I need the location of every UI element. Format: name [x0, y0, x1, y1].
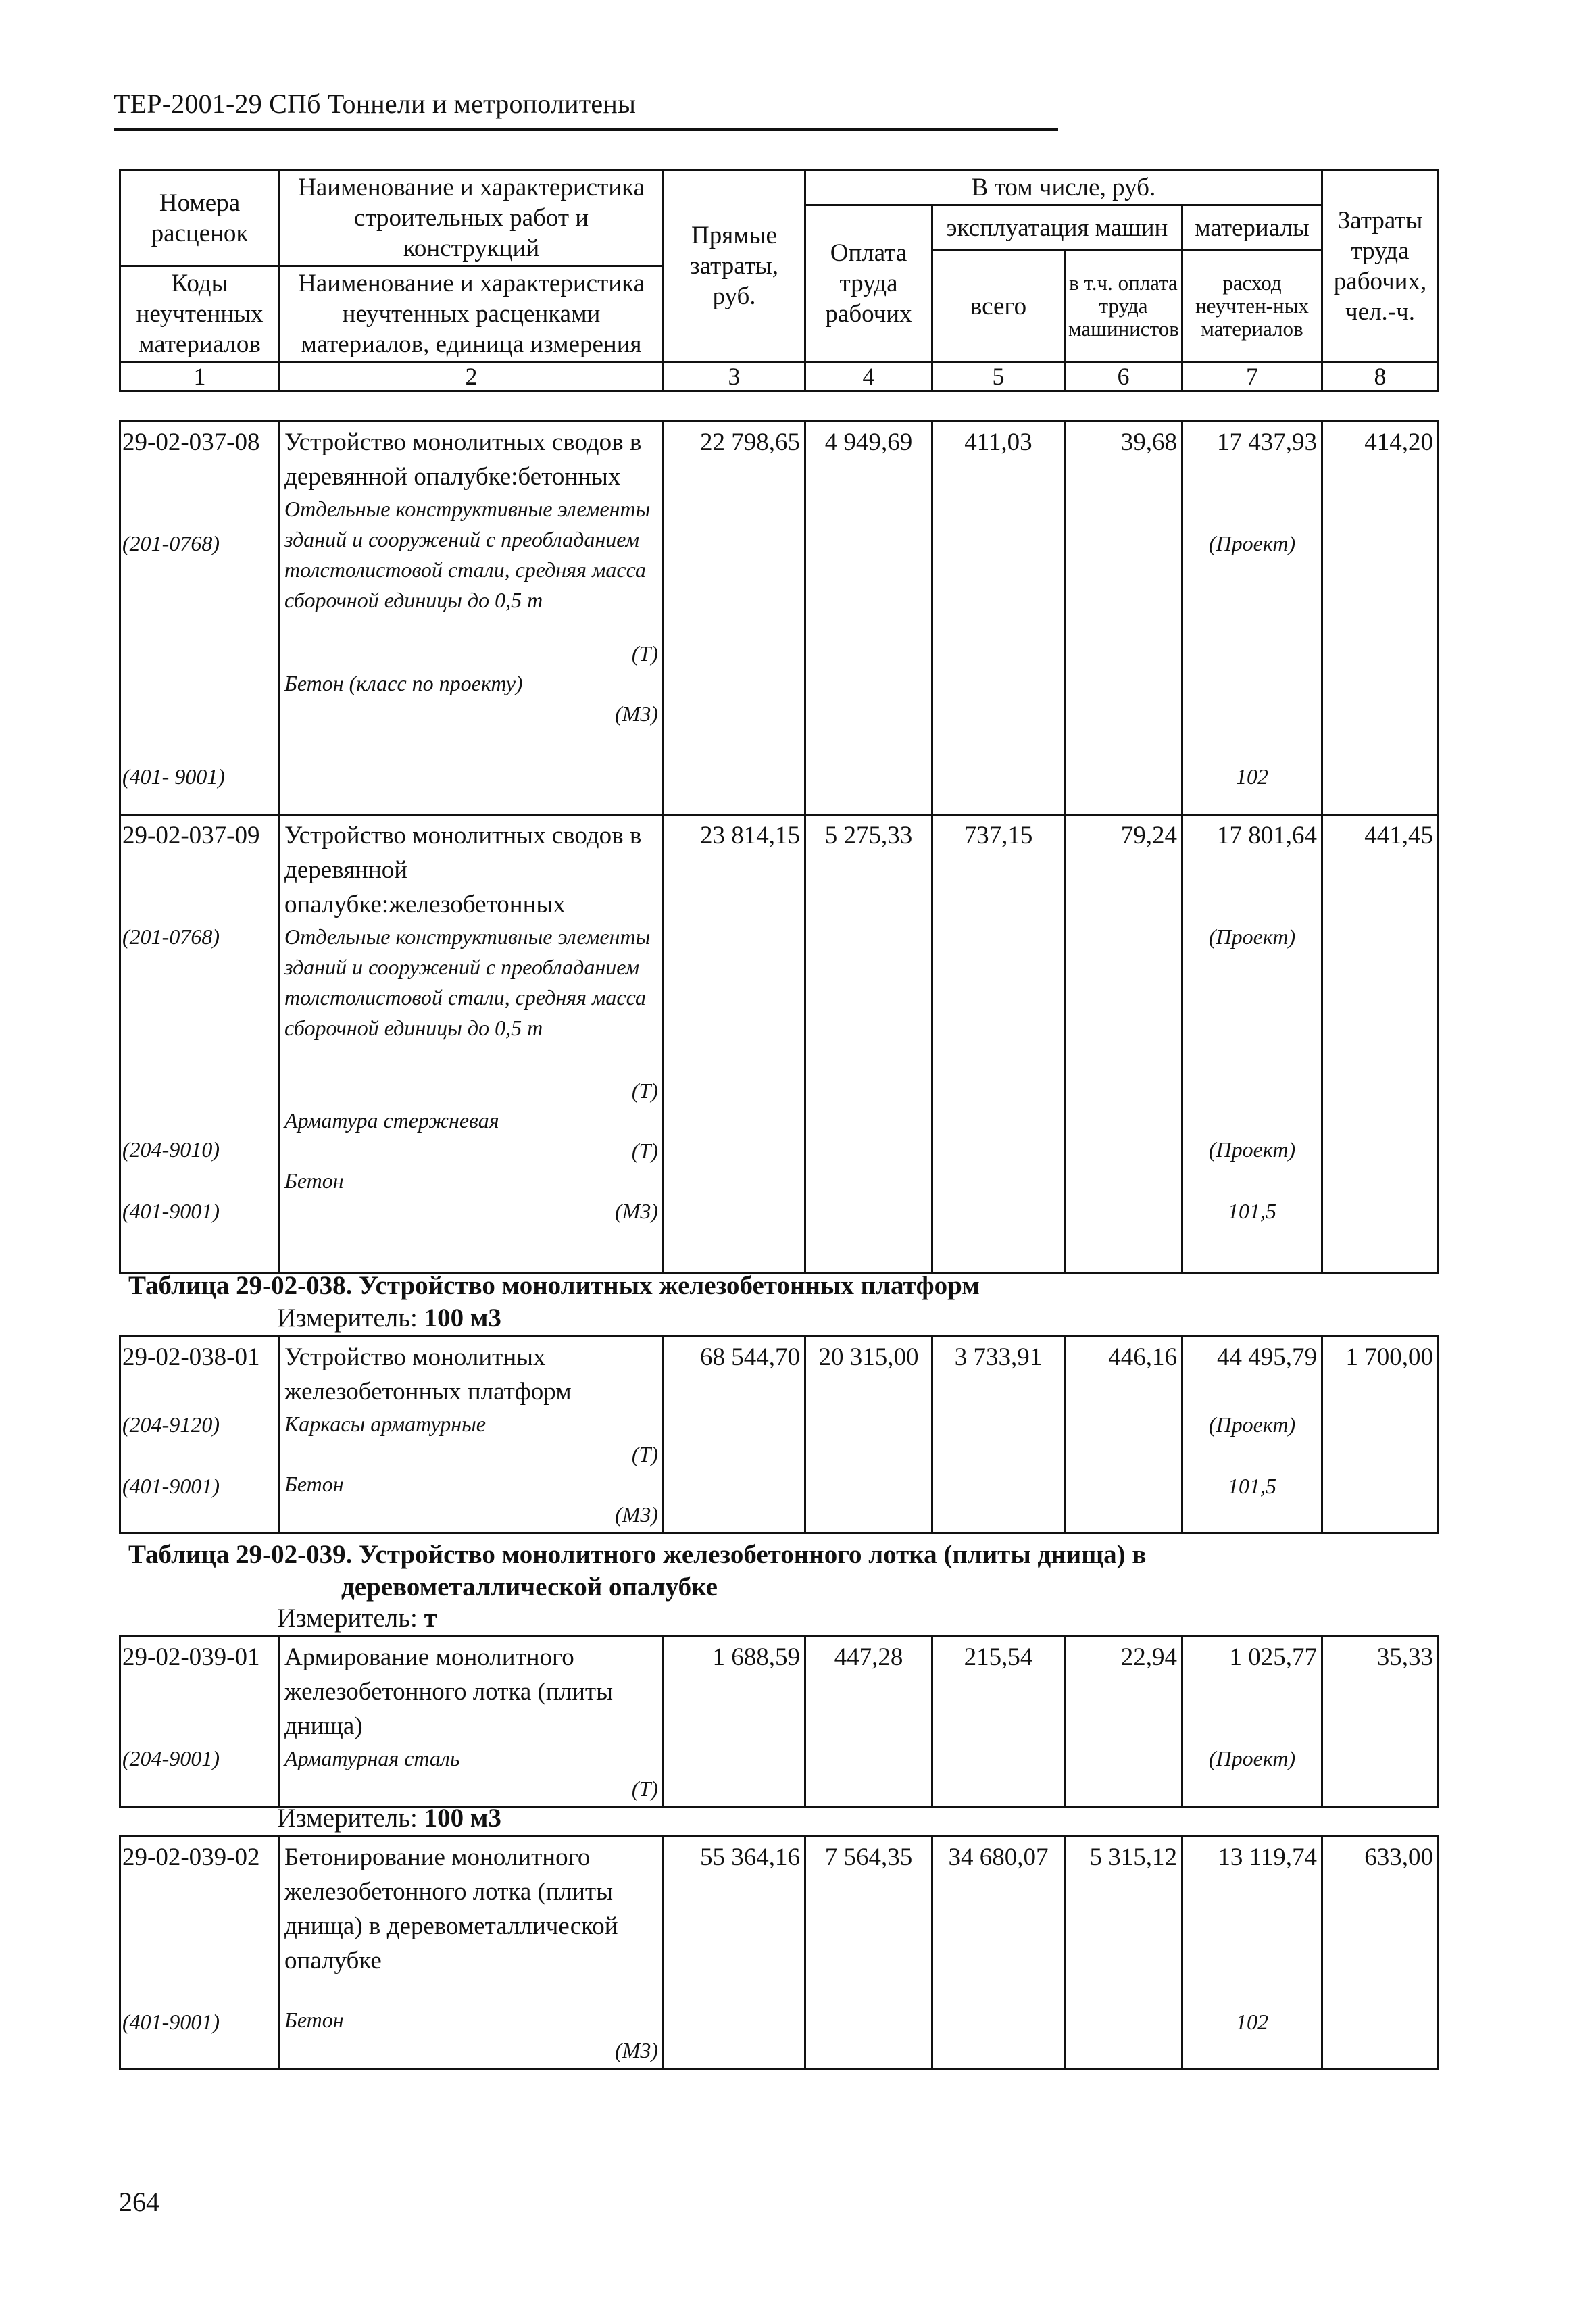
header-col-number: 1 — [120, 362, 280, 391]
rate-code-cell — [120, 1337, 280, 1533]
labor-pay: 4 949,69 — [805, 422, 932, 815]
measure-label: Измеритель: — [277, 1804, 418, 1833]
measure-039-02 — [277, 1803, 501, 1833]
rate-name-cell — [280, 1337, 664, 1533]
material-unit: (Т) — [631, 1777, 658, 1801]
header-col-number: 6 — [1065, 362, 1182, 391]
machinists-pay: 22,94 — [1065, 1637, 1182, 1808]
material-name: Отдельные конструктивные элементы зданий и сооружений с преобладанием толстолистовой стали, средняя масса сборочной единицы до 0,5 т — [284, 497, 651, 612]
rate-name: Армирование монолитного железобетонного лотка (плиты днища) — [284, 1643, 613, 1740]
measure-038 — [277, 1303, 501, 1333]
materials-cost: 44 495,79 — [1217, 1343, 1317, 1371]
machinists-pay: 5 315,12 — [1065, 1837, 1182, 2069]
rate-code: 29-02-039-02 — [122, 1843, 260, 1871]
measure-label: Измеритель: — [277, 1304, 418, 1333]
material-code: (204-9120) — [122, 1412, 220, 1437]
rate-name-cell — [280, 1637, 664, 1808]
measure-value: 100 м3 — [424, 1304, 501, 1333]
machinists-pay: 79,24 — [1065, 815, 1182, 1273]
rate-name-cell — [280, 1837, 664, 2069]
header-work-name: Наименование и характеристика строительных работ и конструкций — [280, 170, 664, 266]
header-direct-costs: Прямые затраты, руб. — [664, 170, 805, 362]
labor-hours: 1 700,00 — [1322, 1337, 1439, 1533]
material-consumption: (Проект) — [1208, 1746, 1296, 1770]
rate-row — [120, 1337, 1439, 1533]
table-title-039-line2: деревометаллической опалубке — [341, 1572, 718, 1602]
header-col-number: 4 — [805, 362, 932, 391]
machines-total: 3 733,91 — [932, 1337, 1065, 1533]
rate-code-cell — [120, 1637, 280, 1808]
material-code: (204-9001) — [122, 1746, 220, 1770]
header-materials-consumption: расход неучтен-ных материалов — [1182, 251, 1322, 362]
materials-cost: 1 025,77 — [1229, 1643, 1317, 1671]
header-machines-group: эксплуатация машин — [932, 205, 1182, 251]
rate-row — [120, 815, 1439, 1273]
header-including-group: В том числе, руб. — [805, 170, 1322, 205]
material-code: (201-0768) — [122, 531, 220, 555]
material-name: Бетон — [284, 1168, 344, 1193]
labor-pay: 447,28 — [805, 1637, 932, 1808]
measure-value: т — [424, 1604, 437, 1633]
direct-costs: 68 544,70 — [664, 1337, 805, 1533]
direct-costs: 1 688,59 — [664, 1637, 805, 1808]
measure-value: 100 м3 — [424, 1804, 501, 1833]
rate-name: Бетонирование монолитного железобетонного лотка (плиты днища) в деревометаллической опалубке — [284, 1843, 618, 1975]
material-code: (401-9001) — [122, 2010, 220, 2034]
rates-table-039-02 — [119, 1835, 1439, 2070]
measure-039-01 — [277, 1603, 437, 1633]
header-labor-pay: Оплата труда рабочих — [805, 205, 932, 362]
material-consumption: 102 — [1236, 2010, 1268, 2034]
header-materials-group: материалы — [1182, 205, 1322, 251]
column-header-table — [119, 169, 1439, 392]
material-consumption: (Проект) — [1208, 531, 1296, 555]
header-col-number: 2 — [280, 362, 664, 391]
table-title-038: Таблица 29-02-038. Устройство монолитных железобетонных платформ — [128, 1271, 980, 1300]
labor-pay: 7 564,35 — [805, 1837, 932, 2069]
material-code: (401- 9001) — [122, 764, 225, 789]
materials-cell — [1182, 1837, 1322, 2069]
material-name: Арматура стержневая — [284, 1108, 499, 1133]
materials-cost: 17 437,93 — [1217, 428, 1317, 456]
header-rate-numbers: Номера расценок — [120, 170, 280, 266]
rates-table-037 — [119, 420, 1439, 1274]
material-unit: (Т) — [631, 1139, 658, 1163]
rate-code: 29-02-037-08 — [122, 428, 260, 456]
material-unit: (Т) — [631, 641, 658, 666]
rate-name-cell — [280, 422, 664, 815]
materials-cell — [1182, 1637, 1322, 1808]
rate-code-cell — [120, 422, 280, 815]
materials-cell — [1182, 815, 1322, 1273]
header-rule — [114, 128, 1058, 131]
labor-hours: 35,33 — [1322, 1637, 1439, 1808]
running-header: ТЕР-2001-29 СПб Тоннели и метрополитены — [114, 89, 637, 119]
material-name: Бетон — [284, 1472, 344, 1496]
material-consumption: 101,5 — [1228, 1199, 1276, 1223]
rate-row — [120, 422, 1439, 815]
labor-pay: 5 275,33 — [805, 815, 932, 1273]
material-unit: (М3) — [615, 1199, 658, 1223]
material-consumption: (Проект) — [1208, 924, 1296, 949]
materials-cell — [1182, 422, 1322, 815]
material-unit: (М3) — [615, 2038, 658, 2062]
measure-label: Измеритель: — [277, 1604, 418, 1633]
material-unit: (Т) — [631, 1442, 658, 1466]
rate-row — [120, 1637, 1439, 1808]
material-unit: (Т) — [631, 1078, 658, 1103]
header-material-codes: Коды неучтенных материалов — [120, 266, 280, 362]
material-name: Бетон (класс по проекту) — [284, 671, 523, 695]
labor-hours: 441,45 — [1322, 815, 1439, 1273]
machinists-pay: 446,16 — [1065, 1337, 1182, 1533]
rate-code-cell — [120, 815, 280, 1273]
material-consumption: 102 — [1236, 764, 1268, 789]
material-code: (204-9010) — [122, 1137, 220, 1162]
rates-table-039-01 — [119, 1635, 1439, 1808]
material-code: (201-0768) — [122, 924, 220, 949]
machines-total: 34 680,07 — [932, 1837, 1065, 2069]
rate-name: Устройство монолитных сводов в деревянной опалубке:бетонных — [284, 428, 642, 491]
header-machinists-pay: в т.ч. оплата труда машинистов — [1065, 251, 1182, 362]
machinists-pay: 39,68 — [1065, 422, 1182, 815]
machines-total: 737,15 — [932, 815, 1065, 1273]
rate-code-cell — [120, 1837, 280, 2069]
material-name: Отдельные конструктивные элементы зданий и сооружений с преобладанием толстолистовой стали, средняя масса сборочной единицы до 0,5 т — [284, 924, 651, 1040]
machines-total: 215,54 — [932, 1637, 1065, 1808]
rate-name: Устройство монолитных железобетонных платформ — [284, 1343, 572, 1406]
material-name: Арматурная сталь — [284, 1746, 460, 1770]
rate-code: 29-02-038-01 — [122, 1343, 260, 1371]
header-labor-hours: Затраты труда рабочих, чел.-ч. — [1322, 170, 1439, 362]
header-col-number: 8 — [1322, 362, 1439, 391]
header-col-number: 7 — [1182, 362, 1322, 391]
material-unit: (М3) — [615, 1502, 658, 1527]
header-machines-total: всего — [932, 251, 1065, 362]
labor-hours: 414,20 — [1322, 422, 1439, 815]
material-unit: (М3) — [615, 701, 658, 726]
material-name: Каркасы арматурные — [284, 1412, 486, 1436]
rate-code: 29-02-039-01 — [122, 1643, 260, 1671]
direct-costs: 22 798,65 — [664, 422, 805, 815]
direct-costs: 55 364,16 — [664, 1837, 805, 2069]
page-number: 264 — [119, 2187, 159, 2217]
material-name: Бетон — [284, 2008, 344, 2032]
labor-pay: 20 315,00 — [805, 1337, 932, 1533]
header-material-names: Наименование и характеристика неучтенных расценками материалов, единица измерения — [280, 266, 664, 362]
rate-row — [120, 1837, 1439, 2069]
rate-name-cell — [280, 815, 664, 1273]
material-code: (401-9001) — [122, 1474, 220, 1498]
material-consumption: (Проект) — [1208, 1137, 1296, 1162]
material-code: (401-9001) — [122, 1199, 220, 1223]
materials-cost: 17 801,64 — [1217, 822, 1317, 849]
rate-code: 29-02-037-09 — [122, 822, 260, 849]
rate-name: Устройство монолитных сводов в деревянной опалубке:железобетонных — [284, 822, 642, 918]
direct-costs: 23 814,15 — [664, 815, 805, 1273]
material-consumption: (Проект) — [1208, 1412, 1296, 1437]
materials-cost: 13 119,74 — [1218, 1843, 1317, 1871]
machines-total: 411,03 — [932, 422, 1065, 815]
header-col-number: 3 — [664, 362, 805, 391]
rates-table-038 — [119, 1335, 1439, 1534]
labor-hours: 633,00 — [1322, 1837, 1439, 2069]
header-col-number: 5 — [932, 362, 1065, 391]
material-consumption: 101,5 — [1228, 1474, 1276, 1498]
table-title-039: Таблица 29-02-039. Устройство монолитного железобетонного лотка (плиты днища) в — [128, 1540, 1147, 1569]
materials-cell — [1182, 1337, 1322, 1533]
